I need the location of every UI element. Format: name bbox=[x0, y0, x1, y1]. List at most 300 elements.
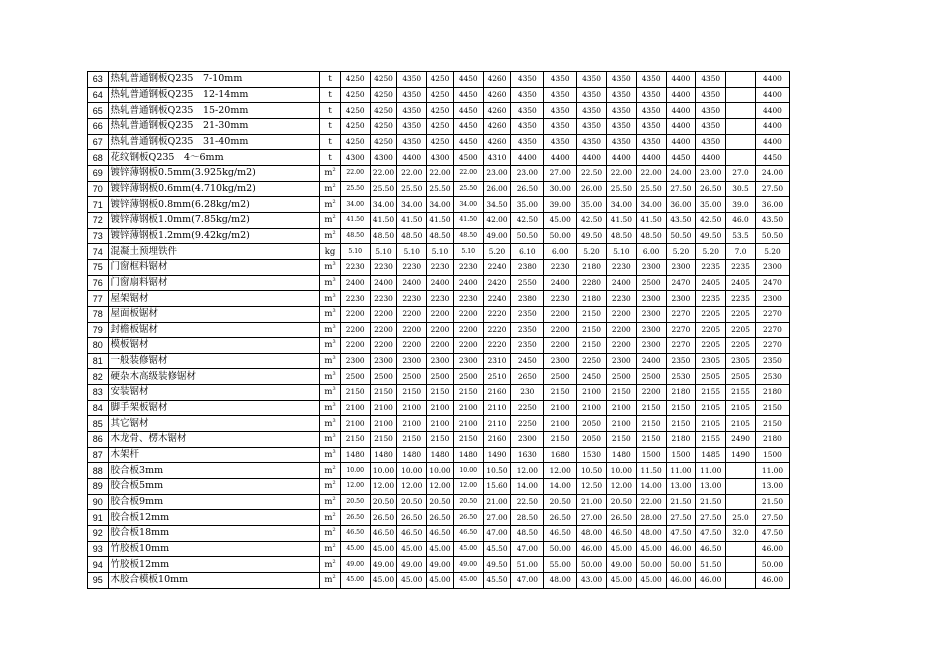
row-number: 86 bbox=[88, 432, 109, 448]
price-cell: 2400 bbox=[636, 353, 666, 369]
price-cell: 46.00 bbox=[755, 573, 789, 589]
price-cell: 1530 bbox=[577, 447, 607, 463]
price-cell: 2230 bbox=[370, 291, 397, 307]
price-cell: 4400 bbox=[666, 118, 696, 134]
price-cell: 46.50 bbox=[696, 541, 726, 557]
price-cell: 26.50 bbox=[544, 510, 577, 526]
price-cell: 28.00 bbox=[636, 510, 666, 526]
price-cell: 2100 bbox=[453, 416, 483, 432]
price-cell: 2300 bbox=[636, 306, 666, 322]
material-name: 胶合板9mm bbox=[108, 494, 320, 510]
price-cell: 2200 bbox=[544, 322, 577, 338]
row-number: 95 bbox=[88, 573, 109, 589]
price-cell: 4400 bbox=[577, 150, 607, 166]
table-row bbox=[88, 228, 790, 244]
price-cell: 2200 bbox=[453, 338, 483, 354]
price-cell: 2405 bbox=[696, 275, 726, 291]
price-cell: 2180 bbox=[666, 385, 696, 401]
price-cell: 4450 bbox=[453, 134, 483, 150]
price-cell: 4260 bbox=[483, 118, 511, 134]
price-cell: 22.00 bbox=[636, 494, 666, 510]
row-number: 70 bbox=[88, 181, 109, 197]
material-name: 屋架锯材 bbox=[108, 291, 320, 307]
price-cell bbox=[726, 103, 756, 119]
price-cell: 2500 bbox=[397, 369, 427, 385]
row-number: 68 bbox=[88, 150, 109, 166]
price-cell: 2150 bbox=[544, 385, 577, 401]
price-cell: 43.00 bbox=[577, 573, 607, 589]
unit-cell: kg bbox=[320, 244, 341, 260]
price-cell: 2230 bbox=[397, 259, 427, 275]
price-cell: 41.50 bbox=[370, 212, 397, 228]
price-cell: 4350 bbox=[636, 103, 666, 119]
price-cell: 2550 bbox=[511, 275, 544, 291]
price-cell: 2505 bbox=[726, 369, 756, 385]
price-cell: 4400 bbox=[636, 150, 666, 166]
material-name: 硬杂木高级装修锯材 bbox=[108, 369, 320, 385]
table-row bbox=[88, 494, 790, 510]
price-cell: 2100 bbox=[370, 400, 397, 416]
price-cell: 4250 bbox=[340, 72, 370, 88]
price-cell: 23.00 bbox=[511, 165, 544, 181]
price-cell: 1680 bbox=[544, 447, 577, 463]
price-cell: 10.00 bbox=[397, 463, 427, 479]
price-cell: 11.50 bbox=[636, 463, 666, 479]
price-cell: 2220 bbox=[483, 338, 511, 354]
material-name: 热轧普通钢板Q235 31-40mm bbox=[108, 134, 320, 150]
price-cell: 21.50 bbox=[666, 494, 696, 510]
price-cell: 4350 bbox=[397, 87, 427, 103]
price-cell: 36.00 bbox=[755, 197, 789, 213]
price-cell: 2530 bbox=[755, 369, 789, 385]
price-cell: 48.50 bbox=[427, 228, 454, 244]
material-name: 其它锯材 bbox=[108, 416, 320, 432]
price-cell: 4400 bbox=[544, 150, 577, 166]
price-cell: 21.00 bbox=[577, 494, 607, 510]
price-cell bbox=[726, 494, 756, 510]
price-cell: 50.50 bbox=[755, 228, 789, 244]
price-cell: 2235 bbox=[696, 291, 726, 307]
material-name: 门窗扇料锯材 bbox=[108, 275, 320, 291]
price-cell: 4400 bbox=[755, 72, 789, 88]
price-cell: 4350 bbox=[511, 118, 544, 134]
unit-cell: $m^3$ bbox=[320, 306, 341, 322]
price-cell: 4400 bbox=[666, 87, 696, 103]
unit-cell: $m^2$ bbox=[320, 197, 341, 213]
price-cell: 2530 bbox=[666, 369, 696, 385]
price-cell: 39.0 bbox=[726, 197, 756, 213]
table-row bbox=[88, 134, 790, 150]
price-cell: 2200 bbox=[606, 322, 636, 338]
price-cell: 45.00 bbox=[636, 573, 666, 589]
price-cell: 4350 bbox=[696, 134, 726, 150]
price-cell: 21.50 bbox=[755, 494, 789, 510]
price-cell: 34.00 bbox=[427, 197, 454, 213]
price-cell: 2205 bbox=[696, 338, 726, 354]
price-cell: 2270 bbox=[666, 338, 696, 354]
price-cell: 2230 bbox=[606, 259, 636, 275]
price-cell: 45.50 bbox=[483, 573, 511, 589]
price-cell: 34.00 bbox=[453, 197, 483, 213]
row-number: 94 bbox=[88, 557, 109, 573]
table-row bbox=[88, 510, 790, 526]
table-row bbox=[88, 244, 790, 260]
price-cell: 2200 bbox=[606, 306, 636, 322]
price-cell: 2240 bbox=[483, 291, 511, 307]
price-cell: 28.50 bbox=[511, 510, 544, 526]
price-cell: 49.00 bbox=[453, 557, 483, 573]
price-cell: 2200 bbox=[544, 338, 577, 354]
row-number: 73 bbox=[88, 228, 109, 244]
price-cell: 2300 bbox=[370, 353, 397, 369]
price-cell: 27.0 bbox=[726, 165, 756, 181]
price-cell: 4350 bbox=[544, 134, 577, 150]
price-cell: 4350 bbox=[577, 134, 607, 150]
price-cell: 27.50 bbox=[666, 510, 696, 526]
price-cell: 13.00 bbox=[755, 479, 789, 495]
price-cell: 2200 bbox=[636, 385, 666, 401]
price-cell: 41.50 bbox=[636, 212, 666, 228]
price-cell: 48.50 bbox=[397, 228, 427, 244]
table-row bbox=[88, 353, 790, 369]
price-cell: 2200 bbox=[427, 338, 454, 354]
price-cell: 4350 bbox=[544, 72, 577, 88]
price-cell: 4250 bbox=[370, 87, 397, 103]
price-cell: 4350 bbox=[544, 87, 577, 103]
price-cell: 45.00 bbox=[453, 541, 483, 557]
price-cell: 51.00 bbox=[511, 557, 544, 573]
price-cell: 2100 bbox=[340, 400, 370, 416]
price-cell bbox=[726, 573, 756, 589]
price-cell: 4350 bbox=[511, 103, 544, 119]
price-cell: 20.50 bbox=[427, 494, 454, 510]
price-cell: 5.20 bbox=[755, 244, 789, 260]
price-cell: 53.5 bbox=[726, 228, 756, 244]
price-cell: 2105 bbox=[726, 400, 756, 416]
price-cell: 25.50 bbox=[397, 181, 427, 197]
price-cell: 46.50 bbox=[427, 526, 454, 542]
unit-cell: $m^2$ bbox=[320, 557, 341, 573]
price-cell: 48.50 bbox=[636, 228, 666, 244]
price-cell: 2300 bbox=[397, 353, 427, 369]
price-cell: 50.00 bbox=[544, 228, 577, 244]
material-name: 热轧普通钢板Q235 21-30mm bbox=[108, 118, 320, 134]
price-cell: 2200 bbox=[397, 306, 427, 322]
price-cell: 48.00 bbox=[544, 573, 577, 589]
price-cell: 42.50 bbox=[696, 212, 726, 228]
price-cell: 12.00 bbox=[544, 463, 577, 479]
price-cell: 4250 bbox=[427, 134, 454, 150]
price-cell: 4250 bbox=[370, 72, 397, 88]
unit-cell: t bbox=[320, 118, 341, 134]
price-cell bbox=[726, 541, 756, 557]
material-name: 木架杆 bbox=[108, 447, 320, 463]
price-table bbox=[87, 71, 790, 589]
price-cell: 47.00 bbox=[511, 573, 544, 589]
price-cell: 2150 bbox=[577, 322, 607, 338]
price-cell: 30.00 bbox=[544, 181, 577, 197]
price-cell: 10.00 bbox=[606, 463, 636, 479]
price-cell: 4250 bbox=[427, 87, 454, 103]
price-cell: 2500 bbox=[427, 369, 454, 385]
price-cell: 24.00 bbox=[666, 165, 696, 181]
price-cell: 2300 bbox=[606, 353, 636, 369]
price-cell: 2300 bbox=[544, 353, 577, 369]
price-cell bbox=[726, 557, 756, 573]
price-cell: 25.0 bbox=[726, 510, 756, 526]
price-cell: 26.00 bbox=[483, 181, 511, 197]
table-row bbox=[88, 447, 790, 463]
price-cell: 45.00 bbox=[397, 541, 427, 557]
price-cell: 4400 bbox=[666, 134, 696, 150]
price-cell: 2155 bbox=[696, 385, 726, 401]
row-number: 74 bbox=[88, 244, 109, 260]
price-cell: 49.50 bbox=[696, 228, 726, 244]
price-cell: 1480 bbox=[340, 447, 370, 463]
price-cell: 46.50 bbox=[606, 526, 636, 542]
price-cell: 4250 bbox=[340, 118, 370, 134]
material-name: 木龙骨、楞木锯材 bbox=[108, 432, 320, 448]
price-cell: 2205 bbox=[726, 338, 756, 354]
price-cell: 2380 bbox=[511, 259, 544, 275]
price-cell: 2230 bbox=[544, 259, 577, 275]
price-cell: 2510 bbox=[483, 369, 511, 385]
price-cell: 2250 bbox=[511, 416, 544, 432]
price-cell: 35.00 bbox=[577, 197, 607, 213]
row-number: 67 bbox=[88, 134, 109, 150]
price-cell: 10.00 bbox=[370, 463, 397, 479]
price-cell: 48.50 bbox=[340, 228, 370, 244]
price-cell: 4350 bbox=[606, 134, 636, 150]
price-cell: 46.50 bbox=[370, 526, 397, 542]
price-cell: 2400 bbox=[453, 275, 483, 291]
unit-cell: $m^2$ bbox=[320, 526, 341, 542]
price-cell: 24.00 bbox=[755, 165, 789, 181]
price-cell: 2500 bbox=[606, 369, 636, 385]
price-cell: 26.50 bbox=[606, 510, 636, 526]
price-cell: 34.00 bbox=[397, 197, 427, 213]
price-cell: 2500 bbox=[636, 369, 666, 385]
row-number: 77 bbox=[88, 291, 109, 307]
price-cell: 2150 bbox=[427, 432, 454, 448]
unit-cell: $m^2$ bbox=[320, 165, 341, 181]
price-cell: 46.00 bbox=[577, 541, 607, 557]
price-cell: 4350 bbox=[696, 72, 726, 88]
unit-cell: t bbox=[320, 72, 341, 88]
price-cell: 5.10 bbox=[427, 244, 454, 260]
price-cell: 4250 bbox=[370, 118, 397, 134]
price-cell: 4250 bbox=[340, 134, 370, 150]
price-cell: 27.50 bbox=[696, 510, 726, 526]
price-cell: 4350 bbox=[577, 72, 607, 88]
price-cell: 4400 bbox=[606, 150, 636, 166]
price-cell: 47.50 bbox=[696, 526, 726, 542]
price-cell: 22.00 bbox=[453, 165, 483, 181]
price-cell: 2160 bbox=[483, 432, 511, 448]
price-cell: 230 bbox=[511, 385, 544, 401]
price-cell: 2150 bbox=[544, 432, 577, 448]
material-name: 模板锯材 bbox=[108, 338, 320, 354]
material-name: 一般装修锯材 bbox=[108, 353, 320, 369]
table-row bbox=[88, 103, 790, 119]
price-cell: 22.00 bbox=[606, 165, 636, 181]
price-cell: 41.50 bbox=[397, 212, 427, 228]
price-cell: 2230 bbox=[427, 259, 454, 275]
price-cell: 2400 bbox=[544, 275, 577, 291]
price-cell: 23.00 bbox=[696, 165, 726, 181]
price-table-body bbox=[88, 72, 790, 589]
price-cell: 4450 bbox=[453, 87, 483, 103]
price-cell: 1480 bbox=[427, 447, 454, 463]
price-cell: 2470 bbox=[666, 275, 696, 291]
material-name: 竹胶板10mm bbox=[108, 541, 320, 557]
price-cell: 4400 bbox=[755, 87, 789, 103]
price-cell: 4350 bbox=[397, 103, 427, 119]
price-cell: 41.50 bbox=[606, 212, 636, 228]
price-cell: 2100 bbox=[370, 416, 397, 432]
material-name: 木胶合模板10mm bbox=[108, 573, 320, 589]
price-cell: 2150 bbox=[755, 400, 789, 416]
price-cell: 1500 bbox=[636, 447, 666, 463]
price-cell: 2180 bbox=[666, 432, 696, 448]
price-cell: 2205 bbox=[696, 322, 726, 338]
unit-cell: t bbox=[320, 87, 341, 103]
price-cell: 50.00 bbox=[636, 557, 666, 573]
price-cell: 2220 bbox=[483, 306, 511, 322]
price-cell: 2350 bbox=[511, 322, 544, 338]
price-cell: 7.0 bbox=[726, 244, 756, 260]
price-cell: 1630 bbox=[511, 447, 544, 463]
price-cell: 4350 bbox=[511, 134, 544, 150]
price-cell: 2380 bbox=[511, 291, 544, 307]
price-cell: 47.50 bbox=[755, 526, 789, 542]
price-cell: 50.00 bbox=[544, 541, 577, 557]
price-cell bbox=[726, 87, 756, 103]
price-cell: 4350 bbox=[397, 134, 427, 150]
price-cell: 42.50 bbox=[511, 212, 544, 228]
price-cell: 49.50 bbox=[577, 228, 607, 244]
unit-cell: $m^2$ bbox=[320, 212, 341, 228]
price-cell: 46.50 bbox=[544, 526, 577, 542]
price-cell: 20.50 bbox=[370, 494, 397, 510]
price-cell: 2200 bbox=[370, 338, 397, 354]
unit-cell: t bbox=[320, 103, 341, 119]
price-cell: 4400 bbox=[666, 103, 696, 119]
price-cell: 12.00 bbox=[453, 479, 483, 495]
price-cell: 2235 bbox=[726, 291, 756, 307]
price-cell: 41.50 bbox=[340, 212, 370, 228]
price-cell: 4350 bbox=[606, 72, 636, 88]
price-cell: 2100 bbox=[606, 400, 636, 416]
row-number: 84 bbox=[88, 400, 109, 416]
price-cell: 2110 bbox=[483, 416, 511, 432]
price-cell: 2150 bbox=[340, 432, 370, 448]
price-cell: 42.50 bbox=[577, 212, 607, 228]
unit-cell: $m^3$ bbox=[320, 353, 341, 369]
price-cell: 2160 bbox=[483, 385, 511, 401]
price-cell: 48.00 bbox=[636, 526, 666, 542]
price-cell: 26.50 bbox=[511, 181, 544, 197]
price-cell: 34.50 bbox=[483, 197, 511, 213]
price-cell: 4250 bbox=[427, 72, 454, 88]
material-name: 热轧普通钢板Q235 15-20mm bbox=[108, 103, 320, 119]
row-number: 85 bbox=[88, 416, 109, 432]
price-cell: 4350 bbox=[397, 72, 427, 88]
price-cell: 43.50 bbox=[755, 212, 789, 228]
price-cell: 46.50 bbox=[340, 526, 370, 542]
price-cell: 46.00 bbox=[666, 573, 696, 589]
price-cell: 5.10 bbox=[397, 244, 427, 260]
price-cell: 2100 bbox=[544, 400, 577, 416]
price-cell: 32.0 bbox=[726, 526, 756, 542]
price-cell: 2150 bbox=[666, 400, 696, 416]
price-cell: 35.00 bbox=[511, 197, 544, 213]
price-cell: 2490 bbox=[726, 432, 756, 448]
price-cell: 2100 bbox=[577, 400, 607, 416]
row-number: 65 bbox=[88, 103, 109, 119]
material-name: 镀锌薄钢板1.2mm(9.42kg/m2) bbox=[108, 228, 320, 244]
unit-cell: $m^2$ bbox=[320, 479, 341, 495]
table-row bbox=[88, 259, 790, 275]
row-number: 88 bbox=[88, 463, 109, 479]
price-cell: 15.60 bbox=[483, 479, 511, 495]
price-cell: 4300 bbox=[340, 150, 370, 166]
price-cell: 27.00 bbox=[544, 165, 577, 181]
price-cell: 2270 bbox=[755, 338, 789, 354]
unit-cell: $m^2$ bbox=[320, 573, 341, 589]
row-number: 87 bbox=[88, 447, 109, 463]
price-cell: 2105 bbox=[726, 416, 756, 432]
price-cell: 2400 bbox=[340, 275, 370, 291]
price-cell: 4350 bbox=[577, 103, 607, 119]
price-cell: 2050 bbox=[577, 432, 607, 448]
price-cell: 43.50 bbox=[666, 212, 696, 228]
price-cell: 4450 bbox=[453, 72, 483, 88]
price-cell: 12.50 bbox=[577, 479, 607, 495]
price-cell: 25.50 bbox=[340, 181, 370, 197]
price-cell: 2105 bbox=[696, 416, 726, 432]
price-cell: 50.00 bbox=[755, 557, 789, 573]
price-cell: 2230 bbox=[453, 291, 483, 307]
price-cell: 2150 bbox=[577, 338, 607, 354]
price-cell: 2150 bbox=[427, 385, 454, 401]
price-cell: 2405 bbox=[726, 275, 756, 291]
material-name: 胶合板5mm bbox=[108, 479, 320, 495]
price-cell: 48.50 bbox=[511, 526, 544, 542]
price-cell: 2150 bbox=[606, 385, 636, 401]
price-cell: 48.50 bbox=[453, 228, 483, 244]
price-cell: 12.00 bbox=[511, 463, 544, 479]
price-cell: 6.00 bbox=[544, 244, 577, 260]
price-cell: 26.50 bbox=[427, 510, 454, 526]
price-cell: 2230 bbox=[453, 259, 483, 275]
price-cell: 12.00 bbox=[606, 479, 636, 495]
price-cell: 2400 bbox=[397, 275, 427, 291]
price-cell: 4350 bbox=[577, 87, 607, 103]
price-cell: 4450 bbox=[453, 118, 483, 134]
price-cell: 10.00 bbox=[453, 463, 483, 479]
price-cell: 2270 bbox=[755, 306, 789, 322]
price-cell: 2150 bbox=[397, 432, 427, 448]
price-cell: 50.00 bbox=[577, 557, 607, 573]
row-number: 64 bbox=[88, 87, 109, 103]
price-cell: 47.00 bbox=[511, 541, 544, 557]
price-cell: 2100 bbox=[453, 400, 483, 416]
price-cell: 34.00 bbox=[340, 197, 370, 213]
price-cell: 2300 bbox=[636, 291, 666, 307]
price-cell: 2110 bbox=[483, 400, 511, 416]
price-cell: 4400 bbox=[755, 103, 789, 119]
